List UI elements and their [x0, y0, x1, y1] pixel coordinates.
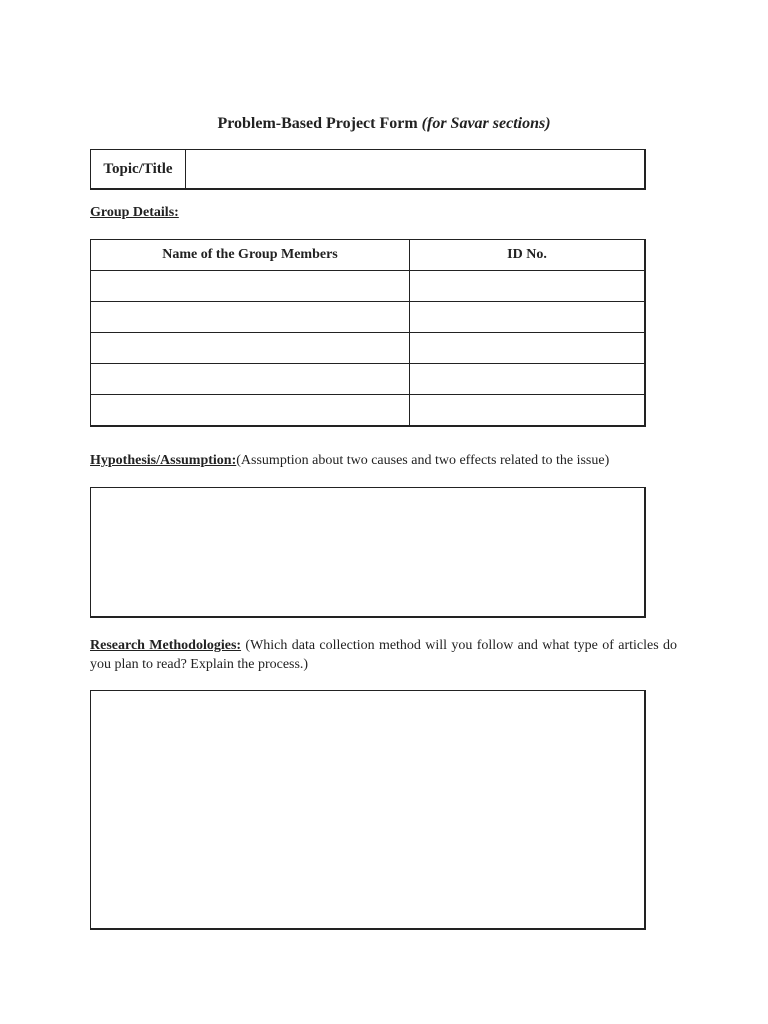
form-title — [0, 113, 768, 135]
research-methodology-label: Research Methodologies: — [90, 638, 242, 653]
table-row — [91, 395, 646, 427]
table-row — [91, 333, 646, 364]
member-name-cell[interactable] — [91, 395, 410, 427]
column-header-member-name: Name of the Group Members — [91, 240, 410, 271]
research-methodology-answer-box[interactable] — [90, 690, 646, 930]
research-methodology-heading — [90, 636, 677, 674]
member-id-cell[interactable] — [410, 271, 646, 302]
member-name-cell[interactable] — [91, 333, 410, 364]
group-members-header-row — [91, 240, 646, 271]
group-members-table — [90, 239, 646, 427]
hypothesis-label: Hypothesis/Assumption: — [90, 453, 237, 468]
research-methodology-prompt: (Which data collection method will you follow and what type of articles do you plan to read? Explain the process.) — [90, 638, 677, 672]
form-title-main: Problem-Based Project Form — [217, 115, 418, 132]
topic-title-table — [90, 149, 646, 190]
member-id-cell[interactable] — [410, 302, 646, 333]
table-row — [91, 364, 646, 395]
hypothesis-prompt: (Assumption about two causes and two effects related to the issue) — [236, 453, 610, 468]
hypothesis-answer-box[interactable] — [90, 487, 646, 618]
hypothesis-heading — [90, 451, 609, 470]
member-id-cell[interactable] — [410, 395, 646, 427]
column-header-id-no: ID No. — [410, 240, 646, 271]
table-row — [91, 302, 646, 333]
member-id-cell[interactable] — [410, 333, 646, 364]
member-id-cell[interactable] — [410, 364, 646, 395]
form-title-subtitle: (for Savar sections) — [421, 115, 551, 132]
topic-title-label: Topic/Title — [91, 150, 186, 188]
table-row — [91, 271, 646, 302]
member-name-cell[interactable] — [91, 302, 410, 333]
member-name-cell[interactable] — [91, 271, 410, 302]
member-name-cell[interactable] — [91, 364, 410, 395]
group-details-label: Group Details: — [90, 205, 179, 220]
group-details-heading — [90, 203, 179, 222]
topic-title-field[interactable] — [186, 150, 644, 188]
